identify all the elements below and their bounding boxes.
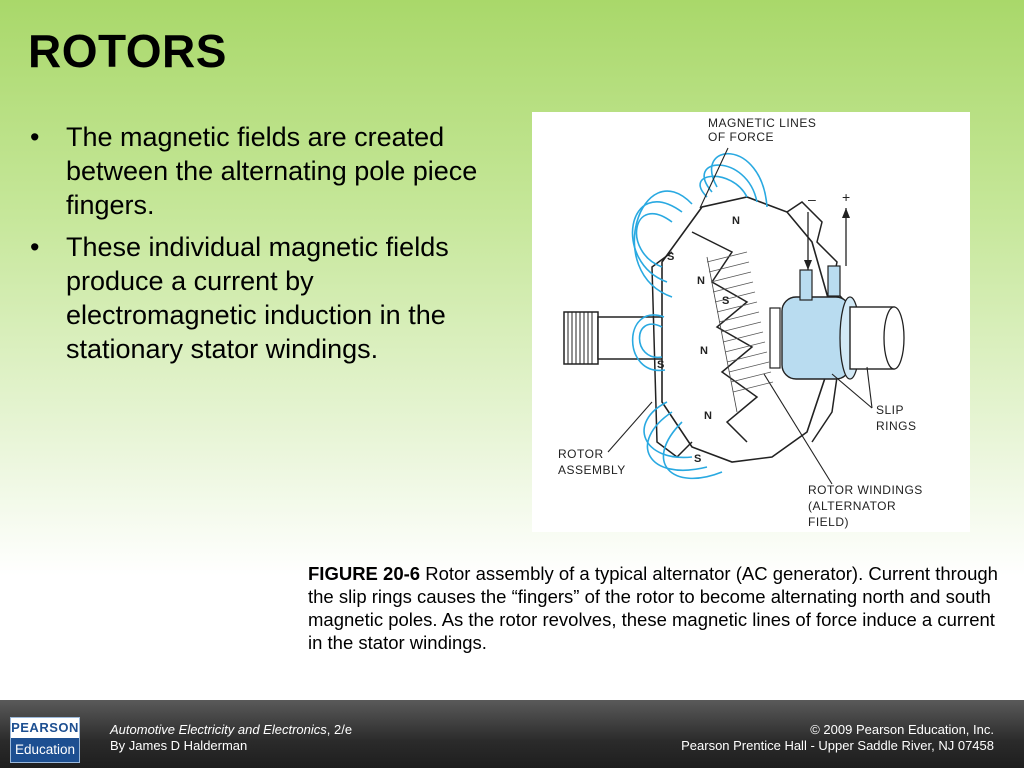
pole-label: S	[667, 251, 675, 263]
slide-title: ROTORS	[28, 25, 227, 77]
bullet-item	[30, 120, 480, 222]
footer-copyright	[681, 722, 994, 754]
pole-label: S	[722, 295, 730, 307]
label-rotor-windings: ROTOR WINDINGS	[808, 483, 923, 497]
label-magnetic-lines: MAGNETIC LINES	[708, 116, 817, 130]
pole-label: N	[697, 275, 705, 287]
book-author: By James D Halderman	[110, 738, 248, 753]
label-assembly: ASSEMBLY	[558, 463, 626, 477]
caption-text: Rotor assembly of a typical alternator (AC generator). Current through the slip rings causes the “fingers” of the rotor to become alternating north and south magnetic poles. As the rotor revolves, these magnetic lines of force induce a current in the stator windings.	[308, 563, 998, 653]
bullet-list	[30, 120, 480, 374]
bullet-text: These individual magnetic fields produce a current by electromagnetic induction in the stationary stator windings.	[66, 232, 449, 364]
pearson-logo	[10, 717, 80, 763]
logo-bottom-text: Education	[14, 742, 76, 757]
pole-label: S	[694, 453, 702, 465]
caption-label: FIGURE 20-6	[308, 563, 421, 584]
bullet-dot: •	[30, 122, 40, 152]
label-rings: RINGS	[876, 419, 917, 433]
book-edition: , 2/e	[326, 722, 353, 737]
pole-label: N	[732, 215, 740, 227]
label-alternator: (ALTERNATOR	[808, 499, 897, 513]
pole-label: N	[700, 345, 708, 357]
label-minus: –	[808, 191, 817, 207]
bullet-dot: •	[30, 232, 40, 262]
bullet-item	[30, 230, 480, 366]
publisher-text: Pearson Prentice Hall - Upper Saddle River, NJ 07458	[681, 738, 994, 753]
label-field: FIELD)	[808, 515, 850, 529]
footer-bar	[0, 700, 1024, 768]
copyright-text: © 2009 Pearson Education, Inc.	[810, 722, 994, 737]
pole-label: N	[704, 410, 712, 422]
bullet-text: The magnetic fields are created between the alternating pole piece fingers.	[66, 122, 478, 220]
label-of-force: OF FORCE	[708, 130, 774, 144]
label-rotor: ROTOR	[558, 447, 604, 461]
figure-caption	[308, 562, 998, 654]
book-title: Automotive Electricity and Electronics	[110, 722, 327, 737]
pole-label: S	[657, 359, 665, 371]
rotor-figure	[532, 112, 970, 532]
rotor-diagram	[532, 112, 970, 532]
label-slip: SLIP	[876, 403, 905, 417]
footer-book-info	[110, 722, 352, 754]
logo-top-text: PEARSON	[11, 718, 79, 738]
label-plus: +	[842, 189, 851, 205]
